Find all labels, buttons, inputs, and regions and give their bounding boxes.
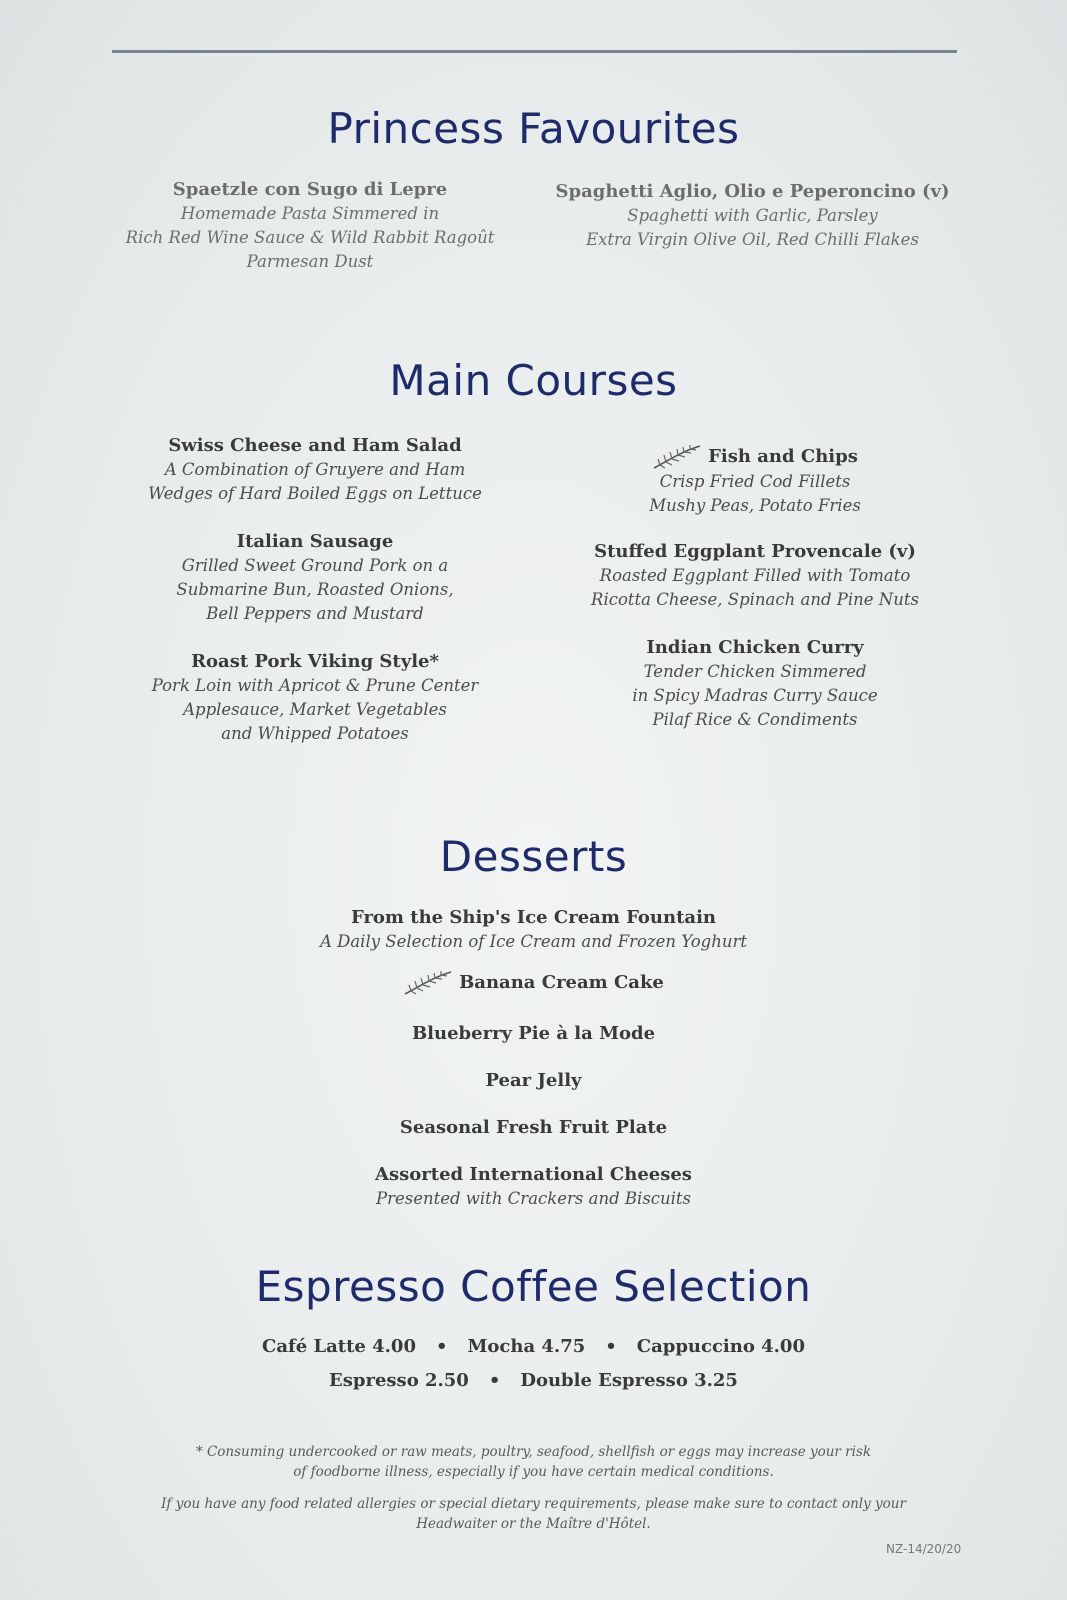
coffee-item: Cappuccino 4.00 (636, 1336, 805, 1357)
notice-line: of foodborne illness, especially if you have certain medical conditions. (293, 1464, 774, 1480)
dessert-ice-cream (0, 906, 1067, 954)
item-desc: Presented with Crackers and Biscuits (375, 1189, 692, 1208)
menu-item-swiss-salad (120, 434, 510, 506)
section-heading-favourites: Princess Favourites (327, 104, 740, 153)
menu-item-italian-sausage (120, 530, 510, 626)
item-desc: Bell Peppers and Mustard (206, 604, 424, 623)
coffee-item: Mocha 4.75 (467, 1336, 586, 1357)
menu-item-fish-chips (560, 444, 950, 518)
item-desc: Mushy Peas, Potato Fries (649, 496, 861, 515)
menu-item-spaetzle (110, 178, 510, 274)
coffee-item: Espresso 2.50 (329, 1370, 469, 1391)
item-desc: Applesauce, Market Vegetables (183, 700, 447, 719)
menu-item-roast-pork (120, 650, 510, 746)
item-desc: A Daily Selection of Ice Cream and Frozen Yoghurt (319, 932, 748, 951)
separator-dot: • (488, 1370, 501, 1391)
notice-line: * Consuming undercooked or raw meats, poultry, seafood, shellfish or eggs may increase your risk (195, 1444, 872, 1460)
item-name: Seasonal Fresh Fruit Plate (399, 1117, 668, 1138)
consumption-notice (0, 1442, 1067, 1482)
item-desc: Rich Red Wine Sauce & Wild Rabbit Ragoût (125, 228, 495, 247)
item-name: Roast Pork Viking Style* (191, 651, 439, 672)
item-desc: Spaghetti with Garlic, Parsley (627, 206, 878, 225)
allergy-notice (0, 1494, 1067, 1534)
menu-code: NZ-14/20/20 (886, 1542, 962, 1556)
item-desc: and Whipped Potatoes (221, 724, 409, 743)
item-name: Spaetzle con Sugo di Lepre (172, 179, 448, 200)
item-name: Blueberry Pie à la Mode (411, 1023, 656, 1044)
item-desc: Extra Virgin Olive Oil, Red Chilli Flakes (586, 230, 919, 249)
coffee-item: Double Espresso 3.25 (520, 1370, 738, 1391)
section-heading-mains: Main Courses (389, 356, 678, 405)
item-desc: Ricotta Cheese, Spinach and Pine Nuts (591, 590, 919, 609)
section-heading-coffee: Espresso Coffee Selection (255, 1262, 812, 1311)
item-name: Pear Jelly (485, 1070, 582, 1091)
item-desc: Tender Chicken Simmered (643, 662, 867, 681)
dessert-blueberry-pie (0, 1022, 1067, 1046)
item-name: Spaghetti Aglio, Olio e Peperoncino (v) (555, 181, 950, 202)
item-desc: A Combination of Gruyere and Ham (164, 460, 466, 479)
top-divider (112, 50, 957, 53)
menu-item-stuffed-eggplant (560, 540, 950, 612)
dessert-pear-jelly (0, 1069, 1067, 1093)
item-desc: Pork Loin with Apricot & Prune Center (151, 676, 479, 695)
fern-leaf-icon (652, 444, 702, 470)
item-name: Banana Cream Cake (459, 972, 664, 993)
item-name: Indian Chicken Curry (646, 637, 864, 658)
item-desc: Submarine Bun, Roasted Onions, (176, 580, 454, 599)
item-desc: Crisp Fried Cod Fillets (659, 472, 851, 491)
separator-dot: • (435, 1336, 448, 1357)
item-name: Stuffed Eggplant Provencale (v) (594, 541, 916, 562)
dessert-fruit-plate (0, 1116, 1067, 1140)
item-desc: Roasted Eggplant Filled with Tomato (599, 566, 911, 585)
item-name: Italian Sausage (236, 531, 394, 552)
notice-line: Headwaiter or the Maître d'Hôtel. (416, 1516, 651, 1532)
item-desc: Homemade Pasta Simmered in (180, 204, 440, 223)
menu-item-spaghetti (540, 180, 965, 252)
item-name: Fish and Chips (708, 446, 858, 467)
item-desc: Grilled Sweet Ground Pork on a (181, 556, 449, 575)
menu-item-chicken-curry (560, 636, 950, 732)
section-heading-desserts: Desserts (439, 832, 628, 881)
coffee-row-1 (0, 1336, 1067, 1357)
coffee-item: Café Latte 4.00 (262, 1336, 416, 1357)
item-name: Assorted International Cheeses (375, 1164, 692, 1185)
dessert-cheeses (0, 1163, 1067, 1211)
separator-dot: • (605, 1336, 617, 1357)
item-name: From the Ship's Ice Cream Fountain (350, 907, 717, 928)
item-desc: Pilaf Rice & Condiments (652, 710, 858, 729)
item-desc: Parmesan Dust (246, 252, 374, 271)
fern-leaf-icon (403, 970, 453, 996)
coffee-row-2 (0, 1370, 1067, 1391)
item-desc: in Spicy Madras Curry Sauce (632, 686, 878, 705)
dessert-banana-cake (0, 970, 1067, 996)
item-desc: Wedges of Hard Boiled Eggs on Lettuce (148, 484, 482, 503)
item-name: Swiss Cheese and Ham Salad (168, 435, 462, 456)
notice-line: If you have any food related allergies or special dietary requirements, please make sure to contact only your (161, 1496, 906, 1512)
